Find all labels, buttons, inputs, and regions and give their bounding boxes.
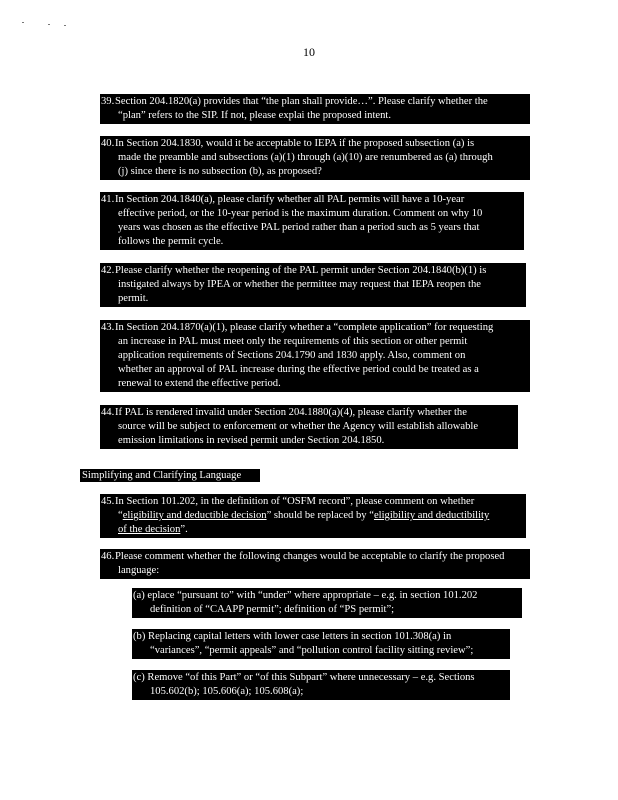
subitem-a: (a) eplace “pursuant to” with “under” where appropriate – e.g. in section 101.202 definition of “CAAPP permit”; definition of “PS permit”; [132,588,522,618]
scan-speck [22,22,24,23]
question-number: 44. [101,407,115,418]
scan-speck [48,24,50,25]
section-heading: Simplifying and Clarifying Language [80,469,260,482]
question-39: 39.Section 204.1820(a) provides that “the plan shall provide…”. Please clarify whether the “plan” refers to the SIP. If not, please explai the proposed intent. [100,94,530,124]
question-43: 43.In Section 204.1870(a)(1), please clarify whether a “complete application” for requesting an increase in PAL must meet only the requirements of this section or other permit application requirements of Sections 204.1790 and 1830 apply. Also, comment on whether an approval of PAL increase during the effective period could be treated as a renewal to extend the effective period. [100,320,530,392]
question-number: 42. [101,265,115,276]
question-number: 41. [101,194,115,205]
question-number: 39. [101,96,115,107]
question-number: 45. [101,496,115,507]
question-number: 46. [101,551,115,562]
question-41: 41.In Section 204.1840(a), please clarify whether all PAL permits will have a 10-year effective period, or the 10-year period is the maximum duration. Comment on why 10 years was chosen as the effective PAL period rather than a period such as 5 years that follows the permit cycle. [100,192,524,250]
question-44: 44.If PAL is rendered invalid under Section 204.1880(a)(4), please clarify whether the source will be subject to enforcement or whether the Agency will establish allowable emission limitations in revised permit under Section 204.1850. [100,405,518,449]
question-number: 40. [101,138,115,149]
page-number: 10 [303,45,315,59]
scan-speck [64,25,66,26]
question-40: 40.In Section 204.1830, would it be acceptable to IEPA if the proposed subsection (a) is made the preamble and subsections (a)(1) through (a)(10) are renumbered as (a) through (j) since there is no subsection (b), as proposed? [100,136,530,180]
question-42: 42.Please clarify whether the reopening of the PAL permit under Section 204.1840(b)(1) is instigated always by IPEA or whether the permittee may request that IEPA reopen the permit. [100,263,526,307]
subitem-b: (b) Replacing capital letters with lower case letters in section 101.308(a) in “variances”, “permit appeals” and “pollution control facility sitting review”; [132,629,510,659]
question-45: 45.In Section 101.202, in the definition of “OSFM record”, please comment on whether “eligibility and deductible decision” should be replaced by “eligibility and deductibility of the decision”. [100,494,526,538]
subitem-c: (c) Remove “of this Part” or “of this Subpart” where unnecessary – e.g. Sections 105.602(b); 105.606(a); 105.608(a); [132,670,510,700]
question-46: 46.Please comment whether the following changes would be acceptable to clarify the proposed language: [100,549,530,579]
question-number: 43. [101,322,115,333]
